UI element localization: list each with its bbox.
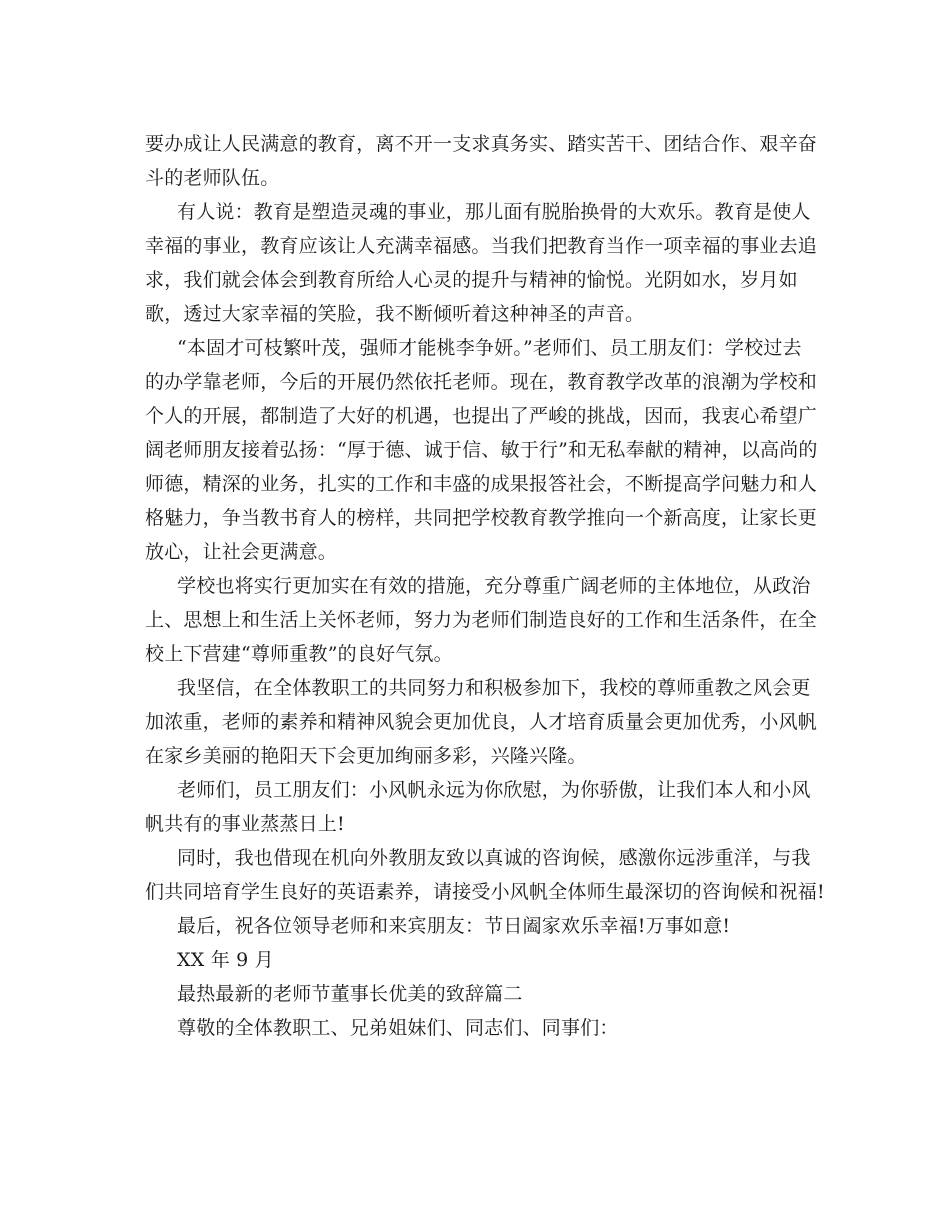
paragraph-start-line: “本固才可枝繁叶茂，强师才能桃李争妍。”老师们、员工朋友们：学校过去 [177,337,802,359]
text-line: 放心，让社会更满意。 [145,541,338,563]
text-line: 歌，透过大家幸福的笑脸，我不断倾听着这种神圣的声音。 [145,303,645,325]
text-line: 师德，精深的业务，扎实的工作和丰盛的成果报答社会，不断提高学问魅力和人 [145,473,818,495]
text-line: 格魅力，争当教书育人的榜样，共同把学校教育教学推向一个新高度，让家长更 [145,507,818,529]
text-line: 要办成让人民满意的教育，离不开一支求真务实、踏实苦干、团结合作、艰辛奋 [145,133,818,155]
text-line: 在家乡美丽的艳阳天下会更加绚丽多彩，兴隆兴隆。 [145,745,587,767]
paragraph-start-line: 我坚信，在全体教职工的共同努力和积极参加下，我校的尊师重教之风会更 [177,677,811,699]
text-line: 个人的开展，都制造了大好的机遇，也提出了严峻的挑战，因而，我衷心希望广 [145,405,818,427]
text-line: 帆共有的事业蒸蒸日上! [145,813,345,835]
paragraph-start-line: 学校也将实行更加实在有效的措施，充分尊重广阔老师的主体地位，从政治 [177,575,811,597]
text-line: 阔老师朋友接着弘扬：“厚于德、诚于信、敏于行”和无私奉献的精神，以高尚的 [145,439,818,461]
text-line: 们共同培育学生良好的英语素养，请接受小风帆全体师生最深切的咨询候和祝福! [145,881,825,903]
date-line: XX 年 9 月 [177,949,274,971]
paragraph-start-line: 同时，我也借现在机向外教朋友致以真诚的咨询候，感激你远涉重洋，与我 [177,847,811,869]
salutation-line: 尊敬的全体教职工、兄弟姐妹们、同志们、同事们： [177,1017,619,1039]
text-line: 校上下营建“尊师重教”的良好气氛。 [145,643,453,665]
text-line: 幸福的事业，教育应该让人充满幸福感。当我们把教育当作一项幸福的事业去追 [145,235,818,257]
text-line: 斗的老师队伍。 [145,167,280,189]
text-line: 上、思想上和生活上关怀老师，努力为老师们制造良好的工作和生活条件，在全 [145,609,818,631]
text-line: 的办学靠老师，今后的开展仍然依托老师。现在，教育教学改革的浪潮为学校和 [145,371,818,393]
section-title: 最热最新的老师节董事长优美的致辞篇二 [177,983,523,1005]
paragraph-start-line: 有人说：教育是塑造灵魂的事业，那儿面有脱胎换骨的大欢乐。教育是使人 [177,201,811,223]
document-body [145,127,825,1045]
closing-line: 最后，祝各位领导老师和来宾朋友：节日阖家欢乐幸福!万事如意! [177,915,731,937]
paragraph-start-line: 老师们，员工朋友们：小风帆永远为你欣慰，为你骄傲，让我们本人和小风 [177,779,811,801]
text-line: 加浓重，老师的素养和精神风貌会更加优良，人才培育质量会更加优秀，小风帆 [145,711,818,733]
text-line: 求，我们就会体会到教育所给人心灵的提升与精神的愉悦。光阴如水，岁月如 [145,269,798,291]
